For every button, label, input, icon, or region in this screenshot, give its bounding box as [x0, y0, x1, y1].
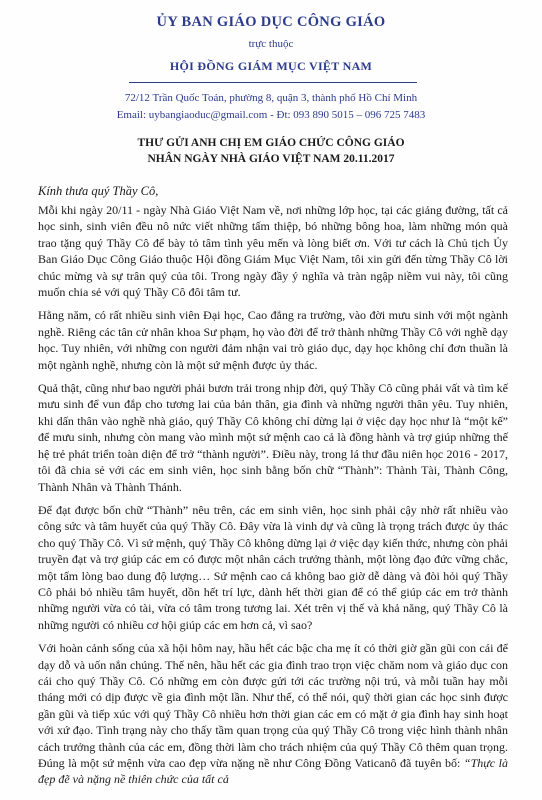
paragraph: Quả thật, cũng như bao người phải bươn trải trong nhịp đời, quý Thầy Cô cũng phải vất và tìm kế mưu sinh để vun đắp cho tương lai của bản thân, gia đình và những người thân yêu. Tuy nhiên, khi dấn thân vào nghề nhà giáo, quý Thầy Cô không chỉ dừng lại ở việc dạy học như là “một kế” để mưu sinh, nhưng còn mang vào mình một sứ mệnh cao cả là đồng hành và trợ giúp những thế hệ trẻ phát triển toàn diện để trở “thành người”. Điều này, trong lá thư đầu niên học 2016 - 2017, tôi đã chia sẻ với các em sinh viên, học sinh bằng bốn chữ “Thành”: Thành Tài, Thành Công, Thành Nhân và Thành Thánh.: [38, 381, 508, 494]
letter-body: [38, 202, 508, 788]
quote-text: “Thực là đẹp đẽ và nặng nề thiên chức của tất cả: [38, 756, 508, 787]
letter-title-line1: THƯ GỬI ANH CHỊ EM GIÁO CHỨC CÔNG GIÁO: [137, 137, 405, 149]
org-contact: Email: uybangiaoduc@gmail.com - Đt: 093 890 5015 – 096 725 7483: [116, 109, 426, 121]
org-name: ỦY BAN GIÁO DỤC CÔNG GIÁO: [156, 14, 386, 30]
paragraph: [38, 640, 508, 788]
parent-org-name: HỘI ĐỒNG GIÁM MỤC VIỆT NAM: [169, 59, 373, 73]
letter-greeting: Kính thưa quý Thầy Cô,: [38, 184, 159, 198]
letter-title-line2: NHÂN NGÀY NHÀ GIÁO VIỆT NAM 20.11.2017: [147, 153, 395, 165]
paragraph: Mỗi khi ngày 20/11 - ngày Nhà Giáo Việt Nam về, nơi những lớp học, tại các giảng đường, tất cả học sinh, sinh viên đều nô nức viết những tấm thiệp, bó những bông hoa, làm những món quà trao tặng quý Thầy Cô để bày tỏ tâm tình yêu mến và lòng biết ơn. Với tư cách là Chủ tịch Ủy Ban Giáo Dục Công Giáo thuộc Hội đồng Giám Mục Việt Nam, tôi xin gửi đến từng Thầy Cô lời chúc mừng và sự trân quý của tôi. Trong ngày đầy ý nghĩa và tràn ngập niềm vui này, tôi cũng muốn chia sẻ với quý Thầy Cô đôi tâm tư.: [38, 203, 508, 300]
paragraph-text: Với hoàn cảnh sống của xã hội hôm nay, hầu hết các bậc cha mẹ ít có thời giờ gần gũi con cái để dạy dỗ và uốn nắn chúng. Thế nên, hầu hết các gia đình trao trọn việc chăm nom và giáo dục con cái cho quý Thầy Cô. Có những em còn được gửi tới các trường nội trú, và mỗi tuần hay mỗi tháng mới có dịp được về gia đình một lần. Như thế, có thể nói, quỹ thời gian các học sinh được gần gũi và tiếp xúc với quý Thầy Cô nhiều hơn thời gian các em có mặt ở gia đình hay sinh hoạt với xứ đạo. Tình trạng này cho thấy tầm quan trọng của quý Thầy Cô trong việc hình thành nhân cách trưởng thành của các em, đồng thời làm cho trách nhiệm của quý Thầy Cô thêm quan trọng. Đúng là một sứ mệnh vừa cao đẹp vừa nặng nề như Công Đồng Vaticanô đã tuyên bố:: [38, 641, 508, 770]
org-subordinate: trực thuộc: [248, 38, 294, 50]
paragraph: Hằng năm, có rất nhiều sinh viên Đại học, Cao đẳng ra trường, vào đời mưu sinh với một ngành nghề. Riêng các tân cử nhân khoa Sư phạm, họ vào đời để trở thành những Thầy Cô với nghề dạy học. Tuy nhiên, với những con người đảm nhận vai trò giáo dục, dạy học không chỉ đơn thuần là một ngành nghề, nhưng còn là một sứ mệnh được ủy thác.: [38, 308, 508, 372]
header-divider: [129, 82, 417, 83]
org-address: 72/12 Trần Quốc Toản, phường 8, quận 3, thành phố Hồ Chí Minh: [124, 92, 418, 104]
paragraph: Để đạt được bốn chữ “Thành” nêu trên, các em sinh viên, học sinh phải cậy nhờ rất nhiều vào công sức và tâm huyết của quý Thầy Cô. Đây vừa là vinh dự và cũng là trọng trách được ủy thác cho quý Thầy Cô. Vì sứ mệnh, quý Thầy Cô không dừng lại ở việc dạy kiến thức, nhưng còn phải truyền đạt và trợ giúp các em có được một nhân cách trưởng thành, một lòng đạo đức vững chắc, một tấm lòng bao dung độ lượng… Sứ mệnh cao cả không bao giờ dễ dàng và đòi hỏi quý Thầy Cô phải bỏ nhiều tâm huyết, dồn hết trí lực, dành hết thời gian để có thể giúp các em trở thành những người vừa có tài, vừa có tâm trong tương lai. Xét trên vị thế và khả năng, quý Thầy Cô là những người có nhiều cơ hội giúp các em hơn cả, vì sao?: [38, 502, 508, 632]
